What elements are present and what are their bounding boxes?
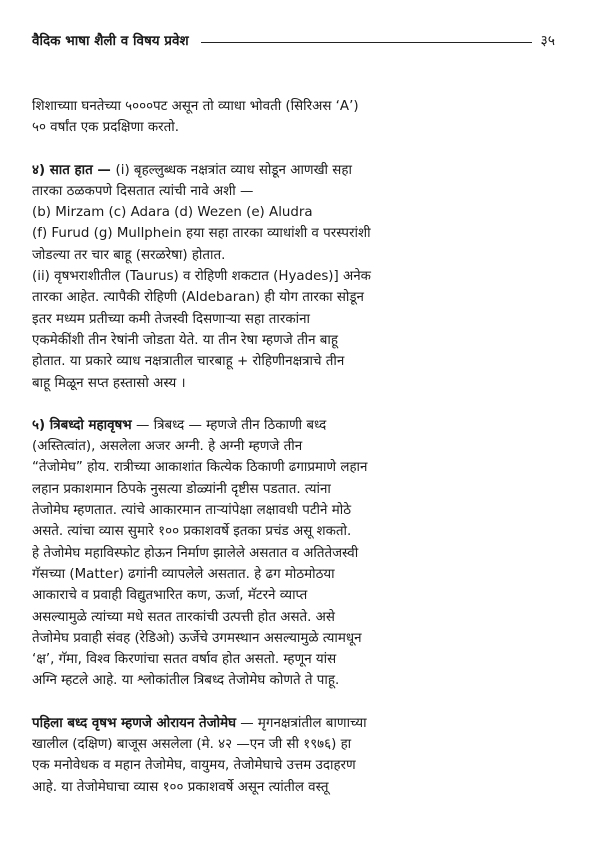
- section-heading: ५) त्रिबध्दो महावृषभ: [32, 417, 132, 433]
- text-run: “तेजोमेघ” होय. रात्रीच्या आकाशांत कित्येक ठिकाणी ढगाप्रमाणे लहान: [32, 460, 368, 476]
- text-line: [32, 160, 555, 181]
- text-run: तारका ठळकपणे दिसतात त्यांची नावे अशी —: [32, 183, 254, 199]
- text-line: [32, 457, 555, 478]
- text-line: [32, 181, 555, 202]
- text-line: [32, 479, 555, 500]
- text-line: [32, 202, 555, 223]
- text-line: [32, 266, 555, 287]
- section-heading: पहिला बध्द वृषभ म्हणजे ओरायन तेजोमेघ: [32, 715, 237, 731]
- text-run: जोडल्या तर चार बाहू (सरळरेषा) होतात.: [32, 247, 226, 263]
- text-run: शिशाच्याा घनतेच्या ५०००पट असून तो व्याधा भोवती (सिरिअस ‘A’): [32, 99, 359, 114]
- text-line: [32, 373, 555, 394]
- paragraph-gap: [32, 692, 555, 713]
- paragraph-gap: [32, 394, 555, 415]
- text-line: [32, 734, 555, 755]
- page-number: ३५: [540, 32, 555, 49]
- text-run: इतर मध्यम प्रतीच्या कमी तेजस्वी दिसणाऱ्या सहा तारकांना: [32, 311, 311, 327]
- text-run: लहान प्रकाशमान ठिपके नुसत्या डोळ्यांनी दृष्टीस पडतात. त्यांना: [32, 481, 331, 497]
- text-line: [32, 670, 555, 691]
- text-run: असल्यामुळे त्यांच्या मधे सतत तारकांची उत्पत्ती होत असते. असे: [32, 609, 335, 625]
- text-run: एक मनोवेधक व महान तेजोमेघ, वायुमय, तेजोमेघाचे उत्तम उदाहरण: [32, 758, 356, 774]
- text-line: [32, 628, 555, 649]
- text-run: (b) Mirzam (c) Adara (d) Wezen (e) Aludra: [32, 205, 313, 221]
- text-run: तेजोमेघ प्रवाही संवह (रेडिओ) ऊर्जेचे उगमस्थान असल्यामुळे त्यामधून: [32, 630, 362, 646]
- body-text: [32, 96, 555, 798]
- text-run: (i) बृहल्लुब्धक नक्षत्रांत व्याध सोडून आणखी सहा: [115, 162, 352, 178]
- text-run: (f) Furud (g) Mullphein हया सहा तारका व्याधांशी व परस्परांशी: [32, 226, 371, 242]
- text-run: असते. त्यांचा व्यास सुमारे १०० प्रकाशवर्षे इतका प्रचंड असू शकतो.: [32, 524, 352, 540]
- text-line: [32, 287, 555, 308]
- running-header: [32, 30, 555, 50]
- paragraph-gap: [32, 139, 555, 160]
- text-line: [32, 415, 555, 436]
- text-line: [32, 713, 555, 734]
- text-line: [32, 330, 555, 351]
- text-run: — मृगनक्षत्रांतील बाणाच्या: [236, 715, 367, 731]
- text-run: तारका आहेत. त्यापैकी रोहिणी (Aldebaran) ही योग तारका सोडून: [32, 290, 364, 306]
- text-run: (अस्तित्वांत), असलेला अजर अग्नी. हे अग्नी म्हणजे तीन: [32, 439, 303, 455]
- text-run: तेजोमेघ म्हणतात. त्यांचे आकारमान ताऱ्यांपेक्षा लक्षावधी पटीने मोठे: [32, 503, 351, 519]
- text-run: अग्नि म्हटले आहे. या श्लोकांतील त्रिबध्द तेजोमेघ कोणते ते पाहू.: [32, 673, 340, 689]
- text-line: [32, 564, 555, 585]
- text-line: [32, 585, 555, 606]
- text-run: ५० वर्षांत एक प्रदक्षिणा करतो.: [32, 120, 179, 136]
- text-run: खालील (दक्षिण) बाजूस असलेला (मे. ४२ —एन जी सी १९७६) हा: [32, 737, 352, 753]
- text-line: [32, 543, 555, 564]
- text-line: [32, 245, 555, 266]
- text-run: आहे. या तेजोमेघाचा व्यास १०० प्रकाशवर्षे असून त्यांतील वस्तू: [32, 779, 329, 795]
- text-run: होतात. या प्रकारे व्याध नक्षत्रातील चारबाहू + रोहिणीनक्षत्राचे तीन: [32, 354, 345, 370]
- text-line: [32, 117, 555, 138]
- text-run: ‘क्ष’, गॅमा, विश्व किरणांचा सतत वर्षाव होत असतो. म्हणून यांस: [32, 652, 337, 668]
- text-run: (ii) वृषभराशीतील (Taurus) व रोहिणी शकटात (Hyades)] अनेक: [32, 269, 371, 285]
- text-run: आकाराचे व प्रवाही विद्युतभारित कण, ऊर्जा, मॅटरने व्याप्त: [32, 588, 308, 604]
- section-heading: ४) सात हात —: [32, 162, 116, 178]
- text-line: [32, 607, 555, 628]
- text-line: [32, 309, 555, 330]
- text-line: [32, 777, 555, 798]
- text-line: [32, 96, 555, 117]
- text-line: [32, 223, 555, 244]
- text-line: [32, 351, 555, 372]
- text-line: [32, 500, 555, 521]
- text-line: [32, 521, 555, 542]
- header-rule: [201, 42, 533, 43]
- text-run: हे तेजोमेघ महाविस्फोट होऊन निर्माण झालेले असतात व अतितेजस्वी: [32, 545, 359, 561]
- text-line: [32, 649, 555, 670]
- text-run: बाहू मिळून सप्त हस्तासो अस्य ।: [32, 375, 186, 391]
- text-line: [32, 436, 555, 457]
- text-run: गॅसच्या (Matter) ढगांनी व्यापलेले असतात. हे ढग मोठमोठया: [32, 566, 335, 582]
- text-run: एकमेकींशी तीन रेषांनी जोडता येते. या तीन रेषा म्हणजे तीन बाहू: [32, 332, 339, 348]
- text-run: — त्रिबध्द — म्हणजे तीन ठिकाणी बध्द: [131, 417, 327, 433]
- text-line: [32, 755, 555, 776]
- header-title: वैदिक भाषा शैली व विषय प्रवेश: [32, 33, 189, 49]
